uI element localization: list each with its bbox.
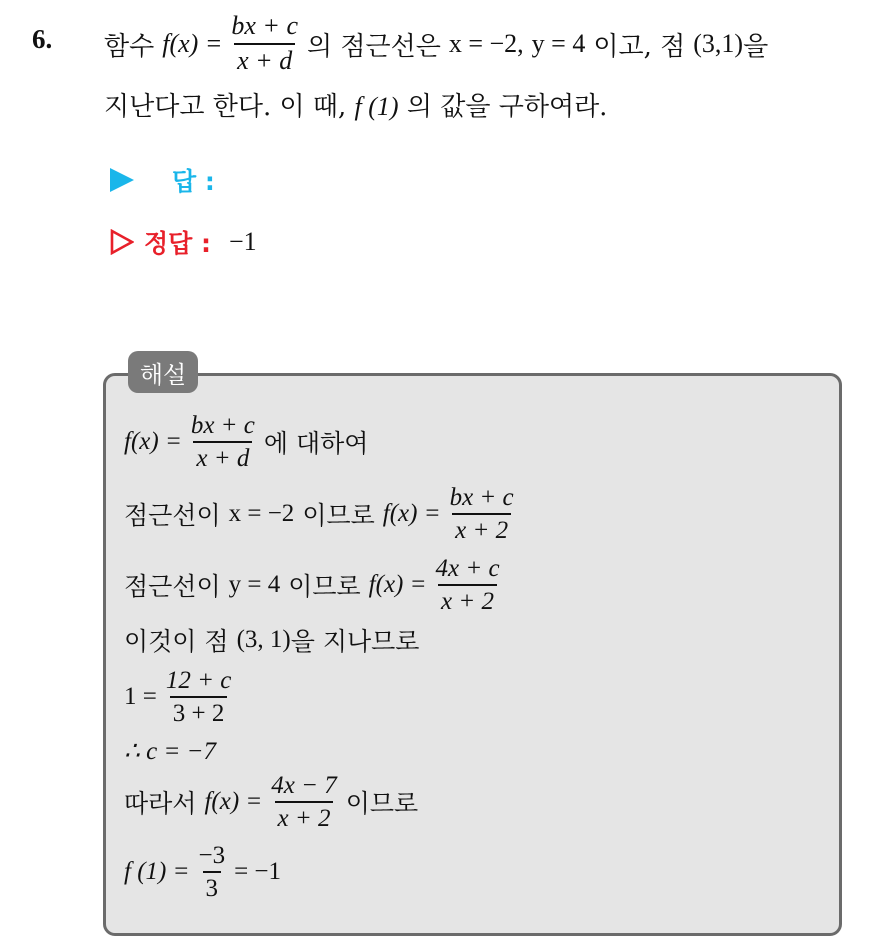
function-fraction xyxy=(432,555,502,616)
f1-expression: f (1) xyxy=(354,92,399,121)
fraction-numerator: 4x − 7 xyxy=(271,771,337,799)
solution-line-4 xyxy=(124,620,419,660)
answer-row xyxy=(110,160,215,200)
function-label: f(x) = xyxy=(162,29,223,58)
final-result: = −1 xyxy=(234,858,282,885)
play-triangle-icon xyxy=(110,168,134,192)
problem-text: 의 점근선은 xyxy=(306,31,441,62)
solution-text: 에 대하여 xyxy=(263,429,369,458)
correct-answer-value: −1 xyxy=(229,227,257,256)
asymptote-y: y = 4 xyxy=(228,571,281,598)
fraction-denominator: x + 2 xyxy=(275,801,334,833)
point-coordinates: (3,1) xyxy=(693,29,744,58)
fraction-numerator: −3 xyxy=(198,841,226,869)
equation-fraction xyxy=(163,667,234,728)
point-coordinates: (3, 1) xyxy=(236,626,291,653)
problem-line-2 xyxy=(104,86,607,123)
solution-line-6 xyxy=(124,733,216,769)
f1-expression: f (1) = xyxy=(124,858,190,885)
correct-answer-row xyxy=(110,222,257,262)
fraction-denominator: x + d xyxy=(193,441,252,473)
solution-text: 을 지나므로 xyxy=(290,627,420,656)
fraction-numerator: bx + c xyxy=(190,411,255,439)
problem-text: 지난다고 한다. 이 때, xyxy=(104,92,347,122)
function-fraction xyxy=(228,12,301,75)
solution-text: 이므로 xyxy=(302,501,375,530)
problem-number: 6. xyxy=(32,24,53,54)
solution-line-3 xyxy=(124,553,509,617)
solution-text: 이므로 xyxy=(345,789,419,818)
fraction-numerator: 4x + c xyxy=(435,554,500,582)
function-label: f(x) = xyxy=(382,500,441,527)
asymptote-y: y = 4 xyxy=(531,29,586,58)
solution-text: 따라서 xyxy=(124,789,197,818)
outline-triangle-icon xyxy=(110,229,134,255)
problem-text: 의 값을 구하여라. xyxy=(406,92,608,122)
fraction-denominator: x + d xyxy=(234,43,295,76)
fraction-denominator: x + 2 xyxy=(452,513,511,545)
function-label: f(x) = xyxy=(124,428,182,455)
fraction-denominator: 3 + 2 xyxy=(170,696,228,728)
answer-label: 답 : xyxy=(172,167,215,196)
function-label: f(x) = xyxy=(204,788,263,815)
correct-answer-label: 정답 : xyxy=(144,229,212,258)
asymptote-x: x = −2 xyxy=(228,500,295,527)
result-c: ∴ c = −7 xyxy=(124,738,216,765)
solution-text: 이것이 점 xyxy=(124,627,229,656)
problem-text: 함수 xyxy=(104,31,155,62)
solution-line-2 xyxy=(124,482,523,546)
equation-lhs: 1 = xyxy=(124,683,157,710)
fraction-numerator: bx + c xyxy=(231,11,298,41)
problem-line-1 xyxy=(104,8,768,80)
solution-text: 점근선이 xyxy=(124,501,221,530)
solution-line-8 xyxy=(124,840,281,904)
solution-tag: 해설 xyxy=(128,351,198,393)
fraction-denominator: 3 xyxy=(203,871,222,903)
fraction-denominator: x + 2 xyxy=(438,584,497,616)
function-fraction xyxy=(447,484,517,545)
function-fraction xyxy=(268,772,339,833)
solution-text: 점근선이 xyxy=(124,572,221,601)
solution-line-7 xyxy=(124,770,418,834)
fraction-numerator: 12 + c xyxy=(165,666,232,694)
solution-line-1 xyxy=(124,410,368,474)
solution-text: 이므로 xyxy=(288,572,361,601)
solution-line-5 xyxy=(124,665,240,729)
fraction-numerator: bx + c xyxy=(449,483,514,511)
function-fraction xyxy=(188,412,258,473)
final-fraction xyxy=(195,842,228,903)
asymptote-x: x = −2, xyxy=(448,29,524,58)
problem-text: 을 xyxy=(743,31,769,62)
problem-text: 이고, 점 xyxy=(593,31,686,62)
function-label: f(x) = xyxy=(368,571,427,598)
